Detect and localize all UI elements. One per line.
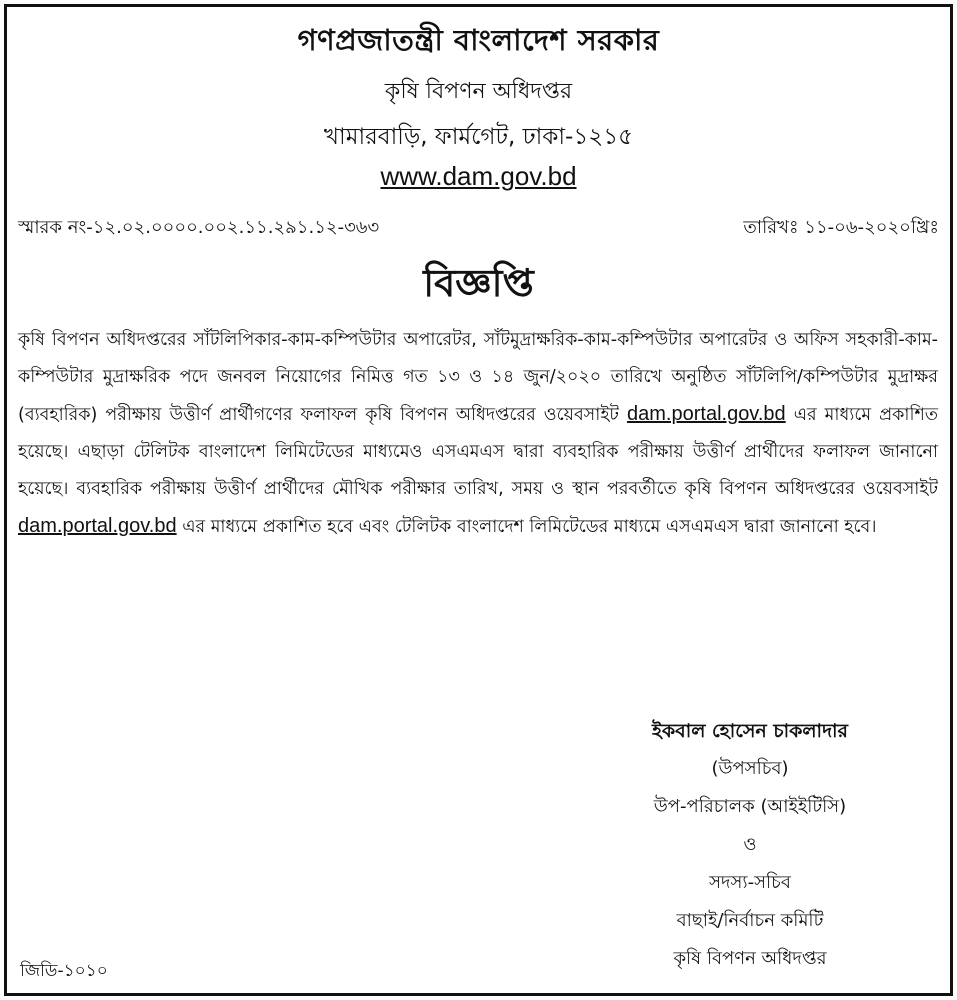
memo-date: তারিখঃ ১১-০৬-২০২০খ্রিঃ (743, 217, 939, 238)
notice-title: বিজ্ঞপ্তি (423, 261, 534, 305)
notice-body (18, 322, 938, 546)
signatory-rank: (উপসচিব) (711, 758, 789, 779)
website-line (0, 161, 957, 192)
memo-reference: স্মারক নং-১২.০২.০০০০.০০২.১১.২৯১.১২-৩৬৩ (18, 217, 380, 238)
notice-body-part1: কৃষি বিপণন অধিদপ্তরের সাঁটলিপিকার-কাম-কম্পিউটার অপারেটর, সাঁটমুদ্রাক্ষরিক-কাম-কম্পিউটার অপারেটর ও অফিস সহকারী-কাম-কম্পিউটার মুদ্রাক্ষরিক পদে জনবল নিয়োগের নিমিত্ত গত ১৩ ও ১৪ জুন/২০২০ তারিখে অনুষ্ঠিত সাঁটলিপি/কম্পিউটার মুদ্রাক্ষর (ব্যবহারিক) পরীক্ষায় উত্তীর্ণ প্রার্থীগণের ফলাফল কৃষি বিপণন অধিদপ্তরের ওয়েবসাইট (18, 330, 938, 425)
signatory-conjunction: ও (743, 834, 757, 855)
signatory-position: উপ-পরিচালক (আইইটিসি) (653, 796, 847, 817)
signatory-role: সদস্য-সচিব (709, 872, 791, 893)
portal-link-1[interactable]: dam.portal.gov.bd (627, 403, 786, 425)
department-name: কৃষি বিপণন অধিদপ্তর (384, 79, 573, 104)
website-link[interactable]: www.dam.gov.bd (380, 161, 577, 191)
portal-link-2[interactable]: dam.portal.gov.bd (18, 515, 177, 537)
signatory-office: কৃষি বিপণন অধিদপ্তর (673, 948, 827, 969)
notice-body-part3: এর মাধ্যমে প্রকাশিত হবে এবং টেলিটক বাংলাদেশ লিমিটেডের মাধ্যমে এসএমএস দ্বারা জানানো হবে। (182, 517, 877, 537)
signature-block (560, 712, 940, 978)
government-title: গণপ্রজাতন্ত্রী বাংলাদেশ সরকার (297, 23, 660, 57)
gd-number: জিডি-১০১০ (20, 961, 108, 981)
signatory-committee: বাছাই/নির্বাচন কমিটি (676, 910, 824, 931)
notice-body-part2: এর মাধ্যমে প্রকাশিত হয়েছে। এছাড়া টেলিটক বাংলাদেশ লিমিটেডের মাধ্যমেও এসএমএস দ্বারা ব্যবহারিক পরীক্ষায় উত্তীর্ণ প্রার্থীদের ফলাফল জানানো হয়েছে। ব্যবহারিক পরীক্ষায় উত্তীর্ণ প্রার্থীদের মৌখিক পরীক্ষার তারিখ, সময় ও স্থান পরবর্তীতে কৃষি বিপণন অধিদপ্তরের ওয়েবসাইট (18, 405, 938, 499)
office-address: খামারবাড়ি, ফার্মগেট, ঢাকা-১২১৫ (323, 124, 634, 150)
signatory-name: ইকবাল হোসেন চাকলাদার (651, 720, 849, 742)
